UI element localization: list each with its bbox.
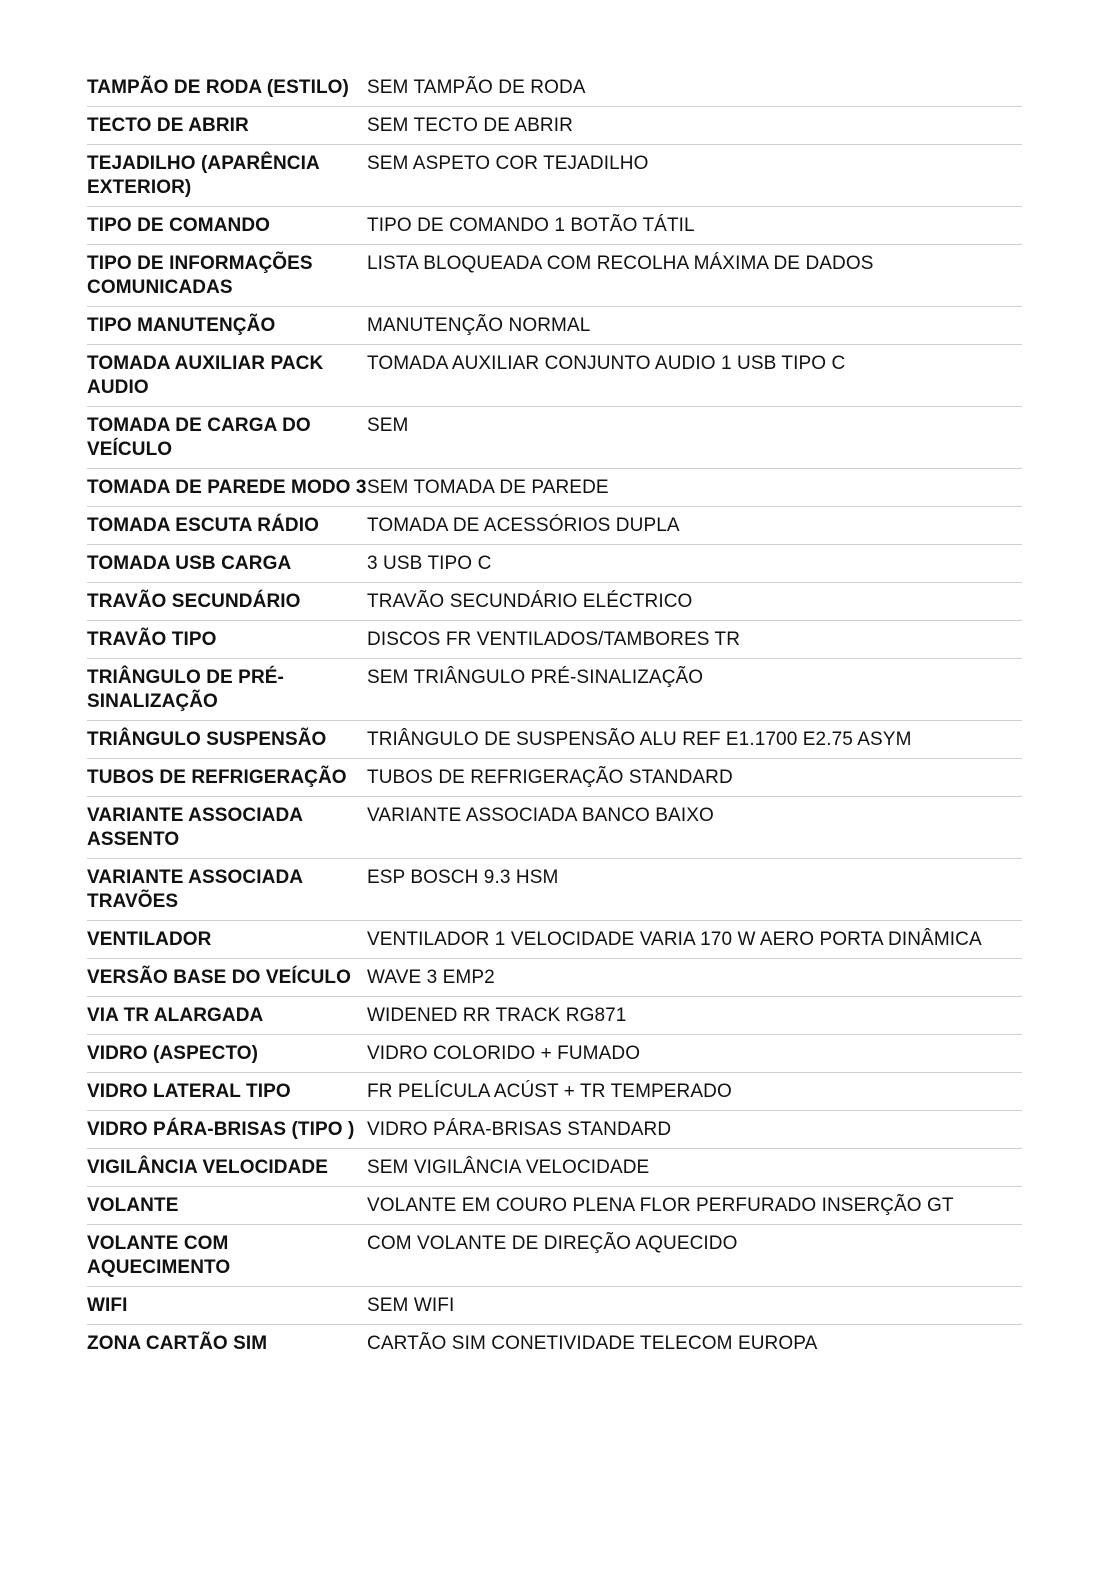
spec-label: VERSÃO BASE DO VEÍCULO bbox=[87, 967, 352, 988]
table-row bbox=[87, 1073, 1022, 1111]
spec-label: TECTO DE ABRIR bbox=[87, 115, 249, 136]
spec-value: WAVE 3 EMP2 bbox=[367, 967, 495, 988]
table-row bbox=[87, 1035, 1022, 1073]
table-row bbox=[87, 621, 1022, 659]
spec-label: VIDRO LATERAL TIPO bbox=[87, 1081, 291, 1102]
table-row bbox=[87, 1287, 1022, 1325]
spec-value: SEM TRIÂNGULO PRÉ-SINALIZAÇÃO bbox=[367, 667, 704, 688]
spec-value: CARTÃO SIM CONETIVIDADE TELECOM EUROPA bbox=[367, 1333, 818, 1354]
spec-value: COM VOLANTE DE DIREÇÃO AQUECIDO bbox=[367, 1233, 738, 1254]
spec-value: VOLANTE EM COURO PLENA FLOR PERFURADO INSERÇÃO GT bbox=[367, 1195, 954, 1216]
spec-value: SEM TAMPÃO DE RODA bbox=[367, 77, 586, 98]
specification-table bbox=[87, 69, 1022, 1362]
table-row bbox=[87, 407, 1022, 469]
spec-value: SEM bbox=[367, 415, 409, 436]
spec-label: VARIANTE ASSOCIADA ASSENTO bbox=[87, 805, 303, 850]
table-row bbox=[87, 721, 1022, 759]
spec-value: WIDENED RR TRACK RG871 bbox=[367, 1005, 627, 1026]
table-row bbox=[87, 921, 1022, 959]
table-row bbox=[87, 1111, 1022, 1149]
spec-label: VENTILADOR bbox=[87, 929, 212, 950]
spec-value: TUBOS DE REFRIGERAÇÃO STANDARD bbox=[367, 767, 733, 788]
table-row bbox=[87, 245, 1022, 307]
table-row bbox=[87, 107, 1022, 145]
table-row bbox=[87, 1225, 1022, 1287]
table-row bbox=[87, 997, 1022, 1035]
table-row bbox=[87, 797, 1022, 859]
table-row bbox=[87, 545, 1022, 583]
table-row bbox=[87, 307, 1022, 345]
spec-label: ZONA CARTÃO SIM bbox=[87, 1333, 268, 1354]
spec-label: TRAVÃO TIPO bbox=[87, 629, 217, 650]
spec-value: ESP BOSCH 9.3 HSM bbox=[367, 867, 559, 888]
spec-value: TRAVÃO SECUNDÁRIO ELÉCTRICO bbox=[367, 591, 693, 612]
spec-value: VIDRO COLORIDO + FUMADO bbox=[367, 1043, 641, 1064]
spec-label: WIFI bbox=[87, 1295, 128, 1316]
spec-label: TRIÂNGULO DE PRÉ-SINALIZAÇÃO bbox=[87, 667, 284, 712]
spec-label: VIDRO (ASPECTO) bbox=[87, 1043, 259, 1064]
spec-label: TIPO MANUTENÇÃO bbox=[87, 315, 276, 336]
spec-value: SEM WIFI bbox=[367, 1295, 455, 1316]
table-row bbox=[87, 145, 1022, 207]
spec-label: VARIANTE ASSOCIADA TRAVÕES bbox=[87, 867, 303, 912]
spec-label: TOMADA AUXILIAR PACK AUDIO bbox=[87, 353, 324, 398]
table-row bbox=[87, 1149, 1022, 1187]
table-row bbox=[87, 1187, 1022, 1225]
table-row bbox=[87, 859, 1022, 921]
table-row bbox=[87, 959, 1022, 997]
table-row bbox=[87, 659, 1022, 721]
spec-value: FR PELÍCULA ACÚST + TR TEMPERADO bbox=[367, 1081, 732, 1102]
spec-value: VENTILADOR 1 VELOCIDADE VARIA 170 W AERO PORTA DINÂMICA bbox=[367, 929, 982, 950]
spec-label: TRIÂNGULO SUSPENSÃO bbox=[87, 729, 327, 750]
table-row bbox=[87, 583, 1022, 621]
spec-label: TIPO DE COMANDO bbox=[87, 215, 271, 236]
spec-label: VOLANTE COM AQUECIMENTO bbox=[87, 1233, 231, 1278]
spec-label: VOLANTE bbox=[87, 1195, 179, 1216]
spec-value: TOMADA DE ACESSÓRIOS DUPLA bbox=[367, 515, 680, 536]
spec-value: TIPO DE COMANDO 1 BOTÃO TÁTIL bbox=[367, 215, 695, 236]
spec-label: TOMADA ESCUTA RÁDIO bbox=[87, 515, 320, 536]
spec-value: 3 USB TIPO C bbox=[367, 553, 492, 574]
spec-value: TOMADA AUXILIAR CONJUNTO AUDIO 1 USB TIPO C bbox=[367, 353, 846, 374]
table-row bbox=[87, 1325, 1022, 1362]
spec-label: TUBOS DE REFRIGERAÇÃO bbox=[87, 767, 347, 788]
table-row bbox=[87, 469, 1022, 507]
spec-value: SEM TOMADA DE PAREDE bbox=[367, 477, 609, 498]
spec-value: LISTA BLOQUEADA COM RECOLHA MÁXIMA DE DADOS bbox=[367, 253, 874, 274]
spec-value: VIDRO PÁRA-BRISAS STANDARD bbox=[367, 1119, 672, 1140]
spec-label: TAMPÃO DE RODA (ESTILO) bbox=[87, 77, 349, 98]
spec-value: TRIÂNGULO DE SUSPENSÃO ALU REF E1.1700 E2.75 ASYM bbox=[367, 729, 912, 750]
spec-label: VIGILÂNCIA VELOCIDADE bbox=[87, 1157, 329, 1178]
spec-label: TOMADA DE CARGA DO VEÍCULO bbox=[87, 415, 311, 460]
spec-label: VIA TR ALARGADA bbox=[87, 1005, 264, 1026]
spec-value: SEM ASPETO COR TEJADILHO bbox=[367, 153, 649, 174]
spec-label: TIPO DE INFORMAÇÕES COMUNICADAS bbox=[87, 253, 313, 298]
table-row bbox=[87, 507, 1022, 545]
table-row bbox=[87, 345, 1022, 407]
table-row bbox=[87, 207, 1022, 245]
table-row bbox=[87, 69, 1022, 107]
spec-value: SEM VIGILÂNCIA VELOCIDADE bbox=[367, 1157, 650, 1178]
spec-label: TOMADA DE PAREDE MODO 3 bbox=[87, 477, 367, 498]
spec-value: DISCOS FR VENTILADOS/TAMBORES TR bbox=[367, 629, 741, 650]
spec-label: TEJADILHO (APARÊNCIA EXTERIOR) bbox=[87, 153, 320, 198]
spec-value: VARIANTE ASSOCIADA BANCO BAIXO bbox=[367, 805, 714, 826]
table-row bbox=[87, 759, 1022, 797]
spec-value: SEM TECTO DE ABRIR bbox=[367, 115, 573, 136]
spec-value: MANUTENÇÃO NORMAL bbox=[367, 315, 591, 336]
spec-label: VIDRO PÁRA-BRISAS (TIPO ) bbox=[87, 1119, 355, 1140]
spec-label: TRAVÃO SECUNDÁRIO bbox=[87, 591, 301, 612]
spec-label: TOMADA USB CARGA bbox=[87, 553, 292, 574]
